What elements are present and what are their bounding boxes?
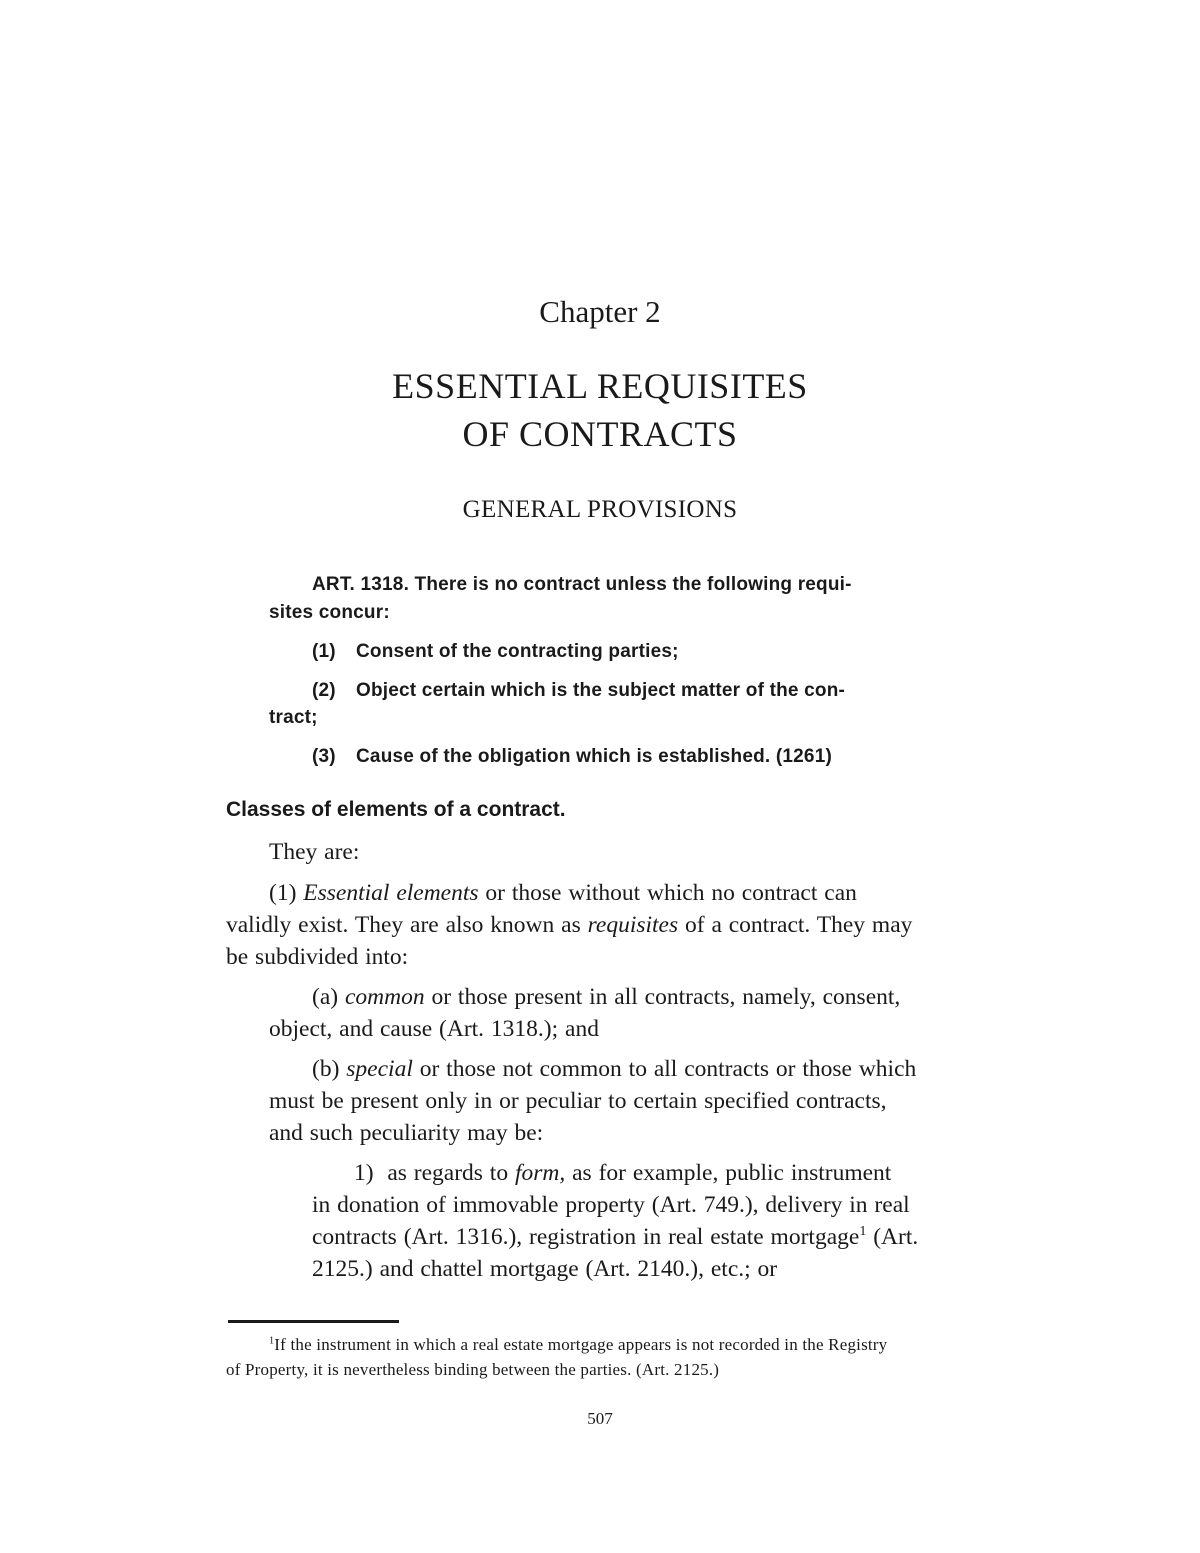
text-run: or those without which no contract can — [478, 880, 857, 906]
body-s1-line-4: 2125.) and chattel mortgage (Art. 2140.), etc.; or — [312, 1256, 778, 1282]
text-run: 1) as regards to — [354, 1160, 515, 1186]
article-item-2 — [312, 678, 845, 703]
article-line-2: sites concur: — [269, 602, 390, 623]
text-run: (1) — [269, 880, 304, 906]
body-s1-line-2: in donation of immovable property (Art. 749.), delivery in real — [312, 1192, 910, 1218]
footnote-line-1 — [269, 1332, 887, 1357]
body-s1-line-3 — [312, 1221, 918, 1253]
article-item-2-text: Object certain which is the subject matter of the con- — [356, 680, 846, 701]
article-item-1 — [312, 639, 679, 664]
text-run: contracts (Art. 1316.), registration in real estate mortgage — [312, 1224, 860, 1250]
page-number: 507 — [587, 1409, 613, 1428]
body-b-line-2: must be present only in or peculiar to certain specified contracts, — [269, 1088, 887, 1114]
chapter-title-line-2: OF CONTRACTS — [462, 414, 738, 454]
text-run: of a contract. They may — [678, 912, 913, 938]
italic-term: special — [346, 1056, 413, 1082]
italic-term: common — [344, 984, 425, 1010]
article-item-3-number: (3) — [312, 746, 336, 767]
italic-term: form, — [514, 1160, 566, 1186]
article-item-1-text: Consent of the contracting parties; — [356, 641, 679, 662]
article-item-2-continued: tract; — [269, 707, 318, 728]
body-b-line-3: and such peculiarity may be: — [269, 1120, 544, 1146]
chapter-title-line-1: ESSENTIAL REQUISITES — [392, 366, 808, 406]
body-they-are: They are: — [269, 839, 360, 865]
section-heading: Classes of elements of a contract. — [226, 798, 566, 821]
chapter-label: Chapter 2 — [539, 294, 661, 329]
text-run: (Art. — [866, 1224, 919, 1250]
article-line-1: ART. 1318. There is no contract unless the following requi- — [312, 574, 852, 595]
italic-term: requisites — [587, 912, 679, 938]
article-item-1-number: (1) — [312, 641, 336, 662]
article-item-2-number: (2) — [312, 680, 336, 701]
article-item-3-text: Cause of the obligation which is established. (1261) — [356, 746, 832, 767]
italic-term: Essential elements — [303, 880, 479, 906]
body-s1-line-1 — [354, 1157, 891, 1189]
text-run: validly exist. They are also known as — [226, 912, 588, 938]
text-run: or those not common to all contracts or those which — [412, 1056, 917, 1082]
footnote-text: If the instrument in which a real estate mortgage appears is not recorded in the Registry — [274, 1335, 888, 1354]
text-run: as for example, public instrument — [565, 1160, 892, 1186]
body-p1-line-3: be subdivided into: — [226, 944, 409, 970]
text-run: (b) — [312, 1056, 347, 1082]
footnote-marker: 1 — [269, 1335, 275, 1347]
body-a-line-2: object, and cause (Art. 1318.); and — [269, 1016, 599, 1042]
footnote-line-2: of Property, it is nevertheless binding between the parties. (Art. 2125.) — [226, 1360, 720, 1379]
chapter-title — [0, 362, 1200, 458]
text-run: (a) — [312, 984, 345, 1010]
body-p1-line-1 — [269, 877, 857, 909]
body-b-line-1 — [312, 1053, 916, 1085]
section-title: GENERAL PROVISIONS — [462, 496, 738, 523]
footnote-reference[interactable]: 1 — [859, 1223, 867, 1240]
text-run: or those present in all contracts, namely, consent, — [424, 984, 901, 1010]
footnote-divider — [228, 1320, 399, 1323]
body-p1-line-2 — [226, 909, 912, 941]
body-a-line-1 — [312, 981, 900, 1013]
article-item-3 — [312, 744, 832, 769]
